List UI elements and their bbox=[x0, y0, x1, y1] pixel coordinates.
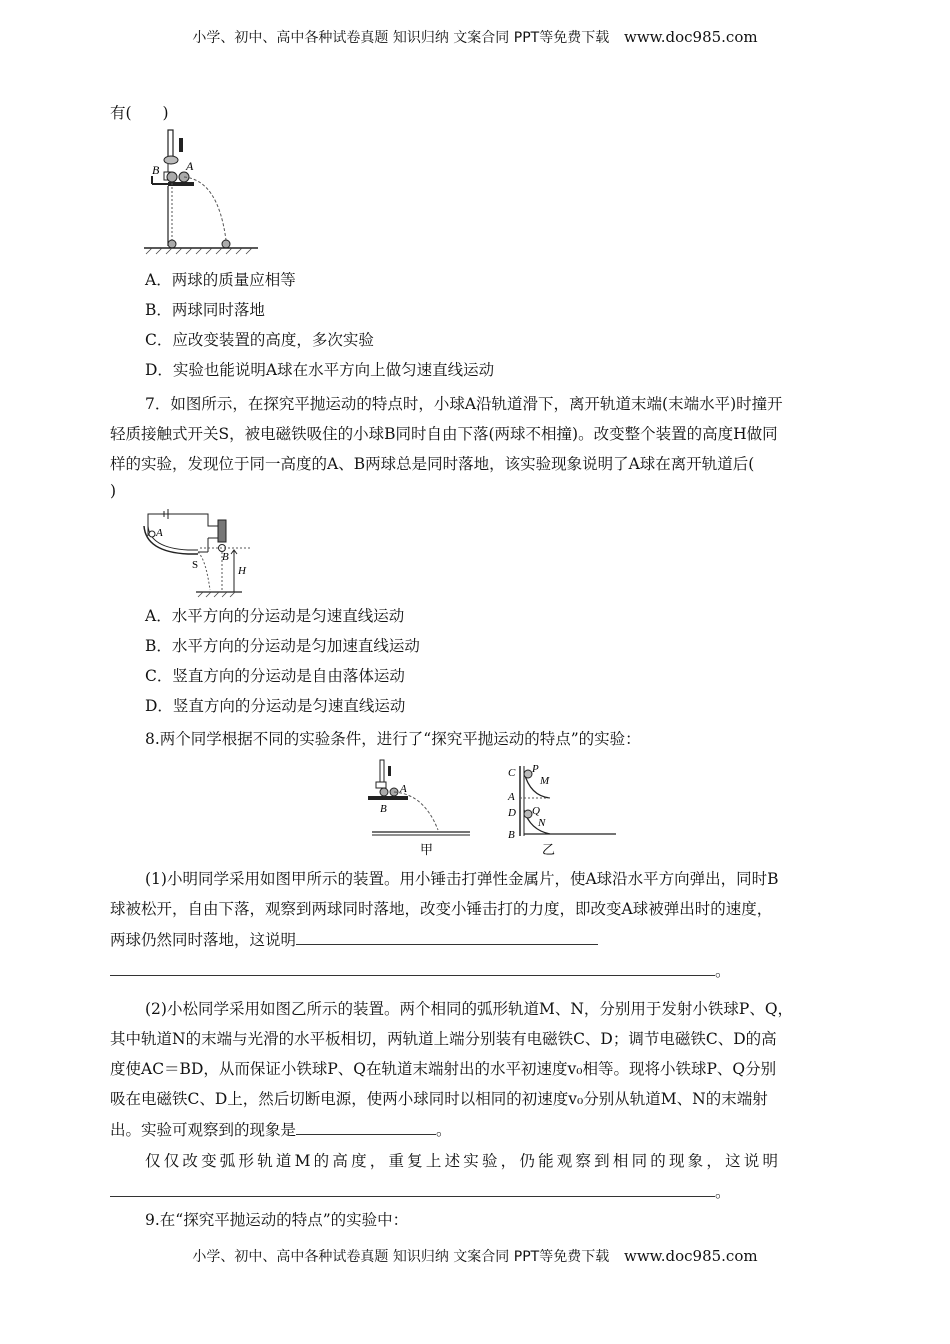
q8-p2-line2: 其中轨道N的末端与光滑的水平板相切，两轨道上端分别装有电磁铁C、D；调节电磁铁C、D的高 bbox=[110, 1030, 777, 1048]
footer-url: www.doc985.com bbox=[623, 1247, 758, 1265]
q7-label-b: B bbox=[222, 551, 229, 563]
page-footer bbox=[0, 1246, 950, 1266]
q8-stem: 8.两个同学根据不同的实验条件，进行了“探究平抛运动的特点”的实验： bbox=[145, 730, 641, 748]
q8-p2-line1: (2)小松同学采用如图乙所示的装置。两个相同的弧形轨道M、N，分别用于发射小铁球P、Q， bbox=[145, 1000, 794, 1018]
q7-option-c: C．竖直方向的分运动是自由落体运动 bbox=[145, 667, 405, 685]
q8-figure-yi bbox=[500, 762, 620, 858]
q6-option-d: D．实验也能说明A球在水平方向上做匀速直线运动 bbox=[145, 361, 495, 379]
footer-text: 小学、初中、高中各种试卷真题 知识归纳 文案合同 PPT等免费下载 bbox=[192, 1249, 610, 1265]
q8-p2-line5a: 出。实验可观察到的现象是 bbox=[110, 1121, 297, 1139]
q6-option-a: A．两球的质量应相等 bbox=[145, 271, 296, 289]
q7-label-a: A bbox=[156, 527, 163, 539]
q7-line1: 7．如图所示，在探究平抛运动的特点时，小球A沿轨道滑下，离开轨道末端(末端水平)时撞开 bbox=[145, 395, 783, 413]
q8-p3-end: 。 bbox=[715, 1183, 731, 1201]
q8-yi-label-m: M bbox=[540, 775, 550, 787]
q6-option-b: B．两球同时落地 bbox=[145, 301, 265, 319]
q7-label-h: H bbox=[238, 565, 246, 577]
q8-p1-line4-wrap bbox=[110, 958, 731, 981]
q9-stem: 9.在“探究平抛运动的特点”的实验中： bbox=[145, 1211, 409, 1229]
q7-line4: ) bbox=[110, 482, 117, 500]
q8-p2-line5-wrap bbox=[110, 1117, 452, 1140]
q7-label-s: S bbox=[192, 559, 199, 571]
page-header bbox=[0, 27, 950, 47]
q8-jia-label-b: B bbox=[380, 803, 387, 815]
q8-fig-yi-caption: 乙 bbox=[542, 843, 556, 858]
q6-stem-tail: 有( ) bbox=[110, 104, 169, 122]
q8-fig-jia-caption: 甲 bbox=[420, 843, 434, 858]
q7-line2: 轻质接触式开关S，被电磁铁吸住的小球B同时自由下落(两球不相撞)。改变整个装置的高度H做同 bbox=[110, 425, 778, 443]
q7-option-b: B．水平方向的分运动是匀加速直线运动 bbox=[145, 637, 420, 655]
q8-yi-label-p: P bbox=[532, 763, 539, 775]
q8-p3-blank[interactable] bbox=[110, 1179, 715, 1197]
q7-figure bbox=[136, 508, 266, 598]
q8-p2-line3: 度使AC＝BD，从而保证小铁球P、Q在轨道末端射出的水平初速度v₀相等。现将小铁球P、Q分别 bbox=[110, 1060, 777, 1078]
q8-figure-jia bbox=[362, 758, 477, 858]
q7-option-a: A．水平方向的分运动是匀速直线运动 bbox=[145, 607, 405, 625]
q8-p1-line3: 两球仍然同时落地，这说明 bbox=[110, 931, 297, 949]
q8-p3-line1: 仅仅改变弧形轨道M的高度，重复上述实验，仍能观察到相同的现象，这说明 bbox=[145, 1152, 782, 1170]
q8-p1-blank-b[interactable] bbox=[110, 958, 715, 976]
q8-jia-label-a: A bbox=[400, 783, 407, 795]
q7-line3: 样的实验，发现位于同一高度的A、B两球总是同时落地，该实验现象说明了A球在离开轨道后( bbox=[110, 455, 755, 473]
q8-p1-line2: 球被松开，自由下落，观察到两球同时落地，改变小锤击打的力度，即改变A球被弹出时的速度， bbox=[110, 900, 773, 918]
q8-p2-blank[interactable] bbox=[296, 1117, 436, 1135]
header-text: 小学、初中、高中各种试卷真题 知识归纳 文案合同 PPT等免费下载 bbox=[192, 30, 610, 46]
q8-p1-end: 。 bbox=[715, 962, 731, 980]
q7-option-d: D．竖直方向的分运动是匀速直线运动 bbox=[145, 697, 406, 715]
q8-yi-label-a: A bbox=[508, 791, 515, 803]
q8-p2-line4: 吸在电磁铁C、D上，然后切断电源，使两小球同时以相同的初速度v₀分别从轨道M、N的末端射 bbox=[110, 1090, 768, 1108]
q6-option-c: C．应改变装置的高度，多次实验 bbox=[145, 331, 374, 349]
q8-p1-line3-wrap bbox=[110, 927, 598, 950]
q8-p1-line1: (1)小明同学采用如图甲所示的装置。用小锤击打弹性金属片，使A球沿水平方向弹出，同时B bbox=[145, 870, 779, 888]
q8-yi-label-n: N bbox=[538, 817, 546, 829]
q6-label-a: A bbox=[186, 159, 194, 173]
q8-yi-label-c: C bbox=[508, 767, 516, 779]
q6-figure bbox=[138, 128, 268, 256]
q8-p1-blank-a[interactable] bbox=[296, 927, 598, 945]
q6-label-b: B bbox=[152, 163, 160, 177]
q8-yi-label-b: B bbox=[508, 829, 515, 841]
q8-p2-line5b: 。 bbox=[436, 1121, 452, 1139]
q8-yi-label-q: Q bbox=[532, 805, 540, 817]
q8-p3-line2-wrap bbox=[110, 1179, 731, 1202]
header-url: www.doc985.com bbox=[623, 28, 758, 46]
q8-yi-label-d: D bbox=[508, 807, 516, 819]
